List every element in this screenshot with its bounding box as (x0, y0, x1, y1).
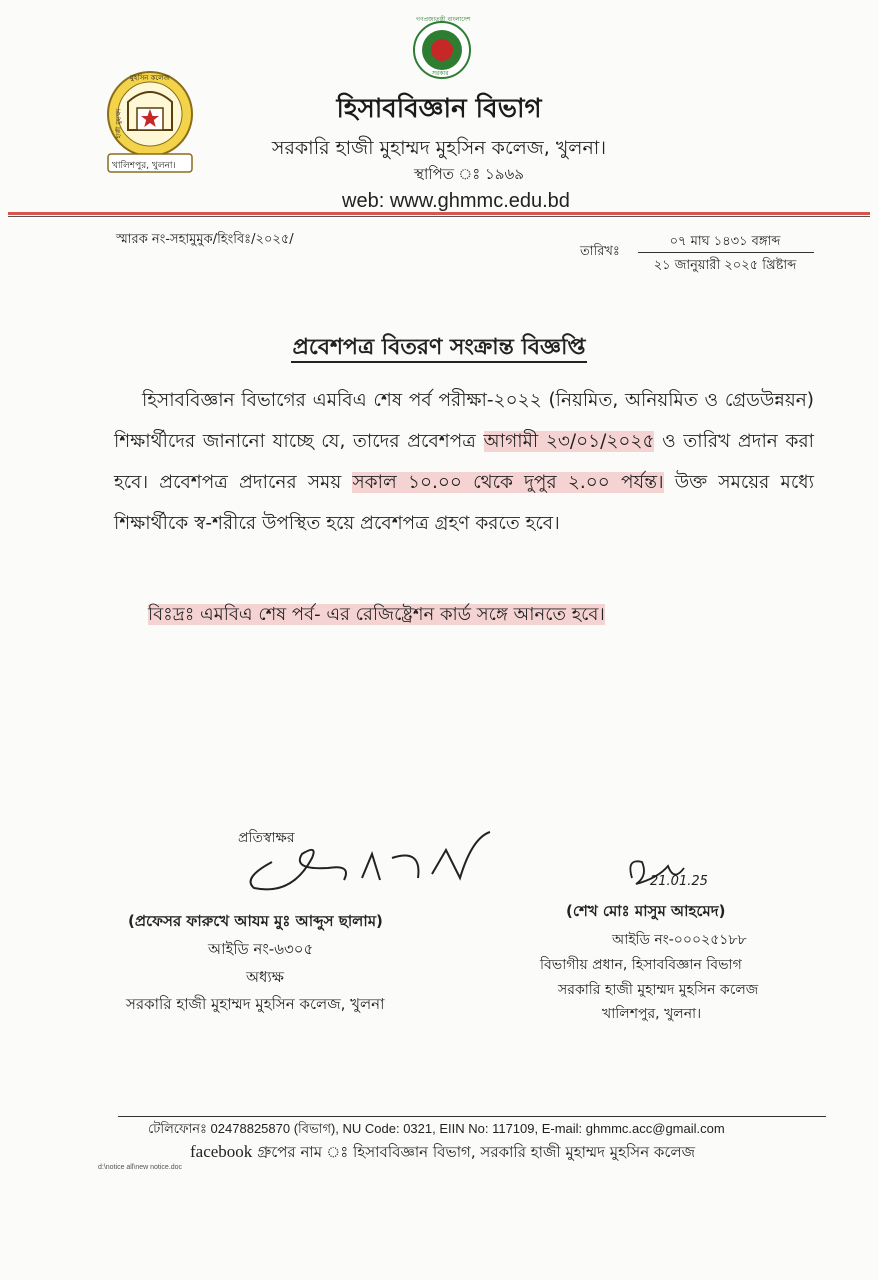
countersign-label: প্রতিস্বাক্ষর (238, 830, 295, 846)
head-signature (618, 848, 768, 898)
department-title: হিসাববিজ্ঞান বিভাগ (336, 94, 542, 124)
body-text-3: উক্ত সময়ের মধ্যে শিক্ষার্থীকে স্ব-শরীরে উপস্থিত হয়ে প্রবেশপত্র গ্রহণ করতে হবে। (114, 472, 814, 534)
head-college: সরকারি হাজী মুহাম্মদ মুহসিন কলেজ (558, 982, 759, 998)
footer-rule (118, 1116, 826, 1117)
notice-note (148, 600, 605, 631)
body-highlight-date: আগামী ২৩/০১/২০২৫ (483, 431, 655, 452)
header-rule-red (8, 212, 870, 215)
notice-title-text: প্রবেশপত্র বিতরণ সংক্রান্ত বিজ্ঞপ্তি (291, 335, 588, 363)
note-text: বিঃদ্রঃ এমবিএ শেষ পর্ব- এর রেজিষ্ট্রেশন কার্ড সঙ্গে আনতে হবে। (148, 604, 605, 625)
file-path: d:\notice all\new notice.doc (98, 1164, 183, 1171)
head-id: আইডি নং-০০০২৫১৮৮ (612, 932, 747, 948)
principal-name: (প্রফেসর ফারুখে আযম মুঃ আব্দুস ছালাম) (128, 912, 383, 930)
body-text-1: হিসাববিজ্ঞান বিভাগের এমবিএ শেষ পর্ব পরীক্ষা-২০২২ (নিয়মিত, অনিয়মিত ও গ্রেডউন্নয়ন) শিক্ষার্থীদের জানানো যাচ্ছে যে, তাদের প্রবেশপত্র (114, 390, 814, 452)
facebook-group-text: গ্রুপের নাম ঃ হিসাববিজ্ঞান বিভাগ, সরকারি হাজী মুহাম্মদ মুহসিন কলেজ (252, 1143, 696, 1161)
date-label: তারিখঃ (580, 244, 620, 259)
principal-id: আইডি নং-৬৩০৫ (208, 940, 314, 958)
header-rule-dark (8, 216, 870, 217)
logo-side-text: হাজী মুহাম্মদ (115, 108, 123, 139)
notice-body (114, 380, 814, 544)
established-year: স্থাপিত ঃ ১৯৬৯ (414, 165, 524, 183)
head-role: বিভাগীয় প্রধান, হিসাববিজ্ঞান বিভাগ (540, 957, 742, 973)
logo-banner-text: খালিশপুর, খুলনা। (112, 161, 176, 171)
principal-signature (232, 818, 502, 900)
date-bangla: ০৭ মাঘ ১৪৩১ বঙ্গাব্দ (669, 234, 781, 249)
body-highlight-time: সকাল ১০.০০ থেকে দুপুর ২.০০ পর্যন্ত। (352, 472, 664, 493)
head-address: খালিশপুর, খুলনা। (602, 1006, 702, 1022)
seal-top-text: গণপ্রজাতন্ত্রী বাংলাদেশ (416, 16, 471, 23)
date-gregorian: ২১ জানুয়ারী ২০২৫ খ্রিষ্টাব্দ (653, 258, 797, 273)
principal-role: অধ্যক্ষ (246, 968, 284, 986)
footer-contact: টেলিফোনঃ 02478825870 (বিভাগ), NU Code: 0321, EIIN No: 117109, E-mail: ghmmc.acc@gmail.com (148, 1121, 725, 1136)
notice-title (0, 330, 878, 367)
logo-top-text: মুহসিন কলেজ (130, 74, 170, 82)
signature-date: 21.01.25 (650, 874, 708, 889)
head-name: (শেখ মোঃ মাসুম আহমেদ) (566, 902, 726, 920)
seal-bottom-text: সরকার (432, 70, 449, 77)
principal-college: সরকারি হাজী মুহাম্মদ মুহসিন কলেজ, খুলনা (126, 995, 385, 1013)
memo-number: স্মারক নং-সহামুমুক/হিংবিঃ/২০২৫/ (116, 232, 294, 247)
date-divider (638, 252, 814, 253)
website-link[interactable]: web: www.ghmmc.edu.bd (342, 190, 570, 212)
college-name: সরকারি হাজী মুহাম্মদ মুহসিন কলেজ, খুলনা। (271, 137, 607, 159)
body-text-2: ও তারিখ প্রদান করা হবে। প্রবেশপত্র প্রদানের সময় (114, 431, 814, 493)
footer-facebook (190, 1141, 695, 1166)
facebook-word: facebook (190, 1142, 253, 1161)
